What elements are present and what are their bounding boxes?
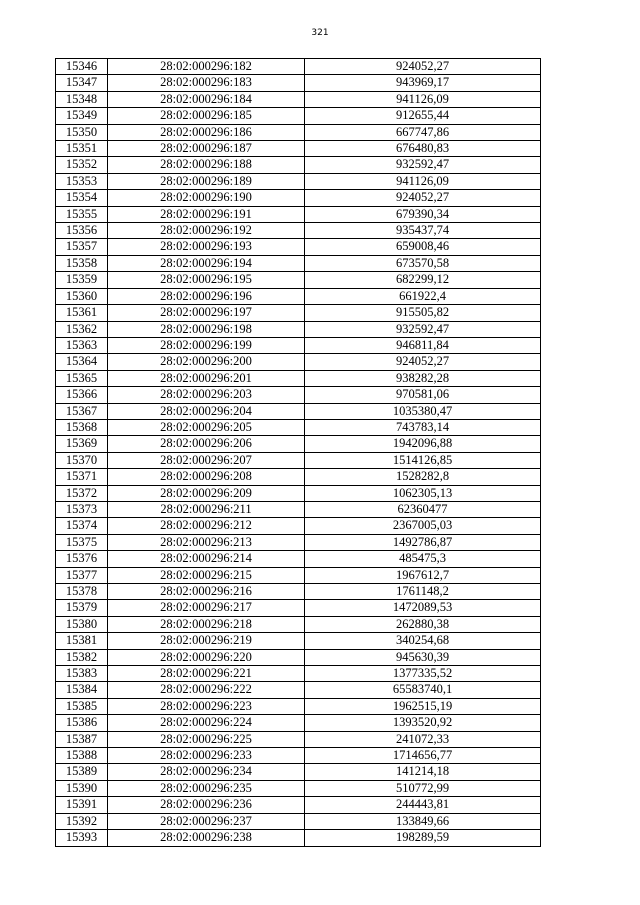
cadastral-number-cell: 28:02:000296:203: [108, 387, 305, 403]
row-number-cell: 15356: [56, 223, 108, 239]
cadastral-number-cell: 28:02:000296:215: [108, 567, 305, 583]
row-number-cell: 15388: [56, 748, 108, 764]
cadastral-value-cell: 2367005,03: [305, 518, 541, 534]
row-number-cell: 15370: [56, 452, 108, 468]
cadastral-number-cell: 28:02:000296:193: [108, 239, 305, 255]
cadastral-value-cell: 935437,74: [305, 223, 541, 239]
cadastral-number-cell: 28:02:000296:184: [108, 91, 305, 107]
row-number-cell: 15348: [56, 91, 108, 107]
row-number-cell: 15390: [56, 780, 108, 796]
cadastral-value-cell: 661922,4: [305, 288, 541, 304]
row-number-cell: 15374: [56, 518, 108, 534]
cadastral-number-cell: 28:02:000296:199: [108, 337, 305, 353]
cadastral-number-cell: 28:02:000296:223: [108, 698, 305, 714]
row-number-cell: 15381: [56, 633, 108, 649]
cadastral-value-cell: 946811,84: [305, 337, 541, 353]
table-row: [56, 305, 541, 321]
row-number-cell: 15391: [56, 797, 108, 813]
table-row: [56, 797, 541, 813]
row-number-cell: 15362: [56, 321, 108, 337]
cadastral-number-cell: 28:02:000296:189: [108, 173, 305, 189]
cadastral-value-cell: 924052,27: [305, 190, 541, 206]
row-number-cell: 15377: [56, 567, 108, 583]
cadastral-value-cell: 1942096,88: [305, 436, 541, 452]
table-row: [56, 534, 541, 550]
cadastral-number-cell: 28:02:000296:192: [108, 223, 305, 239]
cadastral-number-cell: 28:02:000296:235: [108, 780, 305, 796]
table-row: [56, 649, 541, 665]
table-row: [56, 354, 541, 370]
cadastral-number-cell: 28:02:000296:213: [108, 534, 305, 550]
cadastral-number-cell: 28:02:000296:194: [108, 255, 305, 271]
cadastral-number-cell: 28:02:000296:190: [108, 190, 305, 206]
cadastral-value-cell: 679390,34: [305, 206, 541, 222]
row-number-cell: 15385: [56, 698, 108, 714]
table-row: [56, 518, 541, 534]
cadastral-number-cell: 28:02:000296:187: [108, 141, 305, 157]
cadastral-value-cell: 932592,47: [305, 321, 541, 337]
cadastral-number-cell: 28:02:000296:238: [108, 830, 305, 846]
row-number-cell: 15379: [56, 600, 108, 616]
cadastral-number-cell: 28:02:000296:214: [108, 551, 305, 567]
cadastral-value-cell: 912655,44: [305, 108, 541, 124]
cadastral-number-cell: 28:02:000296:191: [108, 206, 305, 222]
cadastral-value-cell: 1761148,2: [305, 584, 541, 600]
table-row: [56, 780, 541, 796]
cadastral-number-cell: 28:02:000296:218: [108, 616, 305, 632]
cadastral-value-cell: 682299,12: [305, 272, 541, 288]
row-number-cell: 15347: [56, 75, 108, 91]
cadastral-value-cell: 485475,3: [305, 551, 541, 567]
cadastral-value-cell: 1514126,85: [305, 452, 541, 468]
table-row: [56, 731, 541, 747]
table-row: [56, 124, 541, 140]
row-number-cell: 15353: [56, 173, 108, 189]
table-row: [56, 567, 541, 583]
cadastral-number-cell: 28:02:000296:200: [108, 354, 305, 370]
cadastral-value-cell: 1377335,52: [305, 666, 541, 682]
table-row: [56, 616, 541, 632]
cadastral-value-cell: 676480,83: [305, 141, 541, 157]
cadastral-number-cell: 28:02:000296:212: [108, 518, 305, 534]
row-number-cell: 15364: [56, 354, 108, 370]
table-row: [56, 272, 541, 288]
cadastral-number-cell: 28:02:000296:207: [108, 452, 305, 468]
cadastral-number-cell: 28:02:000296:196: [108, 288, 305, 304]
cadastral-number-cell: 28:02:000296:186: [108, 124, 305, 140]
table-row: [56, 173, 541, 189]
cadastral-value-cell: 932592,47: [305, 157, 541, 173]
table-row: [56, 387, 541, 403]
table-row: [56, 141, 541, 157]
cadastral-number-cell: 28:02:000296:185: [108, 108, 305, 124]
row-number-cell: 15360: [56, 288, 108, 304]
table-row: [56, 436, 541, 452]
row-number-cell: 15358: [56, 255, 108, 271]
table-row: [56, 321, 541, 337]
cadastral-value-cell: 1528282,8: [305, 469, 541, 485]
table-row: [56, 108, 541, 124]
table-row: [56, 59, 541, 75]
row-number-cell: 15380: [56, 616, 108, 632]
cadastral-number-cell: 28:02:000296:221: [108, 666, 305, 682]
cadastral-value-cell: 62360477: [305, 501, 541, 517]
table-row: [56, 813, 541, 829]
table-row: [56, 764, 541, 780]
table-row: [56, 190, 541, 206]
cadastral-number-cell: 28:02:000296:217: [108, 600, 305, 616]
cadastral-number-cell: 28:02:000296:237: [108, 813, 305, 829]
table-row: [56, 633, 541, 649]
table-row: [56, 600, 541, 616]
row-number-cell: 15393: [56, 830, 108, 846]
cadastral-number-cell: 28:02:000296:209: [108, 485, 305, 501]
row-number-cell: 15352: [56, 157, 108, 173]
table-row: [56, 501, 541, 517]
table-row: [56, 337, 541, 353]
table-row: [56, 403, 541, 419]
row-number-cell: 15359: [56, 272, 108, 288]
cadastral-number-cell: 28:02:000296:225: [108, 731, 305, 747]
cadastral-number-cell: 28:02:000296:206: [108, 436, 305, 452]
row-number-cell: 15368: [56, 419, 108, 435]
cadastral-value-cell: 924052,27: [305, 354, 541, 370]
table-row: [56, 75, 541, 91]
row-number-cell: 15382: [56, 649, 108, 665]
cadastral-value-cell: 244443,81: [305, 797, 541, 813]
row-number-cell: 15361: [56, 305, 108, 321]
cadastral-value-cell: 943969,17: [305, 75, 541, 91]
table-row: [56, 682, 541, 698]
cadastral-value-cell: 1967612,7: [305, 567, 541, 583]
table-row: [56, 288, 541, 304]
cadastral-value-cell: 198289,59: [305, 830, 541, 846]
cadastral-value-cell: 941126,09: [305, 173, 541, 189]
cadastral-value-cell: 1492786,87: [305, 534, 541, 550]
cadastral-number-cell: 28:02:000296:208: [108, 469, 305, 485]
cadastral-number-cell: 28:02:000296:201: [108, 370, 305, 386]
row-number-cell: 15351: [56, 141, 108, 157]
row-number-cell: 15367: [56, 403, 108, 419]
row-number-cell: 15365: [56, 370, 108, 386]
table-row: [56, 748, 541, 764]
row-number-cell: 15383: [56, 666, 108, 682]
row-number-cell: 15375: [56, 534, 108, 550]
table-row: [56, 485, 541, 501]
cadastral-number-cell: 28:02:000296:183: [108, 75, 305, 91]
cadastral-value-cell: 1714656,77: [305, 748, 541, 764]
table-row: [56, 91, 541, 107]
row-number-cell: 15349: [56, 108, 108, 124]
table-row: [56, 469, 541, 485]
cadastral-value-cell: 510772,99: [305, 780, 541, 796]
row-number-cell: 15355: [56, 206, 108, 222]
cadastral-value-cell: 1472089,53: [305, 600, 541, 616]
cadastral-number-cell: 28:02:000296:211: [108, 501, 305, 517]
table-row: [56, 666, 541, 682]
cadastral-value-cell: 141214,18: [305, 764, 541, 780]
row-number-cell: 15372: [56, 485, 108, 501]
table-row: [56, 715, 541, 731]
cadastral-number-cell: 28:02:000296:198: [108, 321, 305, 337]
table-row: [56, 239, 541, 255]
cadastral-value-cell: 743783,14: [305, 419, 541, 435]
cadastral-number-cell: 28:02:000296:205: [108, 419, 305, 435]
cadastral-value-cell: 915505,82: [305, 305, 541, 321]
cadastral-value-cell: 941126,09: [305, 91, 541, 107]
cadastral-value-cell: 65583740,1: [305, 682, 541, 698]
cadastral-number-cell: 28:02:000296:233: [108, 748, 305, 764]
cadastral-number-cell: 28:02:000296:222: [108, 682, 305, 698]
table-row: [56, 157, 541, 173]
table-body: [56, 59, 541, 847]
table-row: [56, 223, 541, 239]
cadastral-value-cell: 1962515,19: [305, 698, 541, 714]
row-number-cell: 15386: [56, 715, 108, 731]
cadastral-number-cell: 28:02:000296:182: [108, 59, 305, 75]
cadastral-value-cell: 262880,38: [305, 616, 541, 632]
cadastral-number-cell: 28:02:000296:195: [108, 272, 305, 288]
cadastral-value-cell: 673570,58: [305, 255, 541, 271]
cadastral-value-cell: 924052,27: [305, 59, 541, 75]
table-row: [56, 419, 541, 435]
cadastral-value-table: [55, 58, 541, 847]
cadastral-value-cell: 133849,66: [305, 813, 541, 829]
cadastral-value-cell: 1035380,47: [305, 403, 541, 419]
table-row: [56, 370, 541, 386]
row-number-cell: 15376: [56, 551, 108, 567]
cadastral-value-cell: 340254,68: [305, 633, 541, 649]
cadastral-number-cell: 28:02:000296:236: [108, 797, 305, 813]
row-number-cell: 15392: [56, 813, 108, 829]
cadastral-value-cell: 970581,06: [305, 387, 541, 403]
row-number-cell: 15369: [56, 436, 108, 452]
row-number-cell: 15371: [56, 469, 108, 485]
table-row: [56, 206, 541, 222]
cadastral-value-cell: 1393520,92: [305, 715, 541, 731]
row-number-cell: 15378: [56, 584, 108, 600]
row-number-cell: 15366: [56, 387, 108, 403]
table-row: [56, 584, 541, 600]
cadastral-value-cell: 241072,33: [305, 731, 541, 747]
cadastral-value-cell: 659008,46: [305, 239, 541, 255]
cadastral-value-cell: 667747,86: [305, 124, 541, 140]
row-number-cell: 15384: [56, 682, 108, 698]
table-row: [56, 255, 541, 271]
row-number-cell: 15389: [56, 764, 108, 780]
row-number-cell: 15357: [56, 239, 108, 255]
page-number: 321: [311, 28, 329, 38]
table-row: [56, 698, 541, 714]
table-row: [56, 830, 541, 846]
cadastral-number-cell: 28:02:000296:204: [108, 403, 305, 419]
row-number-cell: 15346: [56, 59, 108, 75]
cadastral-value-cell: 945630,39: [305, 649, 541, 665]
cadastral-value-cell: 1062305,13: [305, 485, 541, 501]
cadastral-number-cell: 28:02:000296:188: [108, 157, 305, 173]
cadastral-number-cell: 28:02:000296:219: [108, 633, 305, 649]
row-number-cell: 15373: [56, 501, 108, 517]
row-number-cell: 15354: [56, 190, 108, 206]
cadastral-number-cell: 28:02:000296:220: [108, 649, 305, 665]
cadastral-number-cell: 28:02:000296:197: [108, 305, 305, 321]
cadastral-value-cell: 938282,28: [305, 370, 541, 386]
cadastral-number-cell: 28:02:000296:216: [108, 584, 305, 600]
cadastral-number-cell: 28:02:000296:224: [108, 715, 305, 731]
row-number-cell: 15350: [56, 124, 108, 140]
cadastral-number-cell: 28:02:000296:234: [108, 764, 305, 780]
table-row: [56, 452, 541, 468]
table-row: [56, 551, 541, 567]
row-number-cell: 15387: [56, 731, 108, 747]
row-number-cell: 15363: [56, 337, 108, 353]
